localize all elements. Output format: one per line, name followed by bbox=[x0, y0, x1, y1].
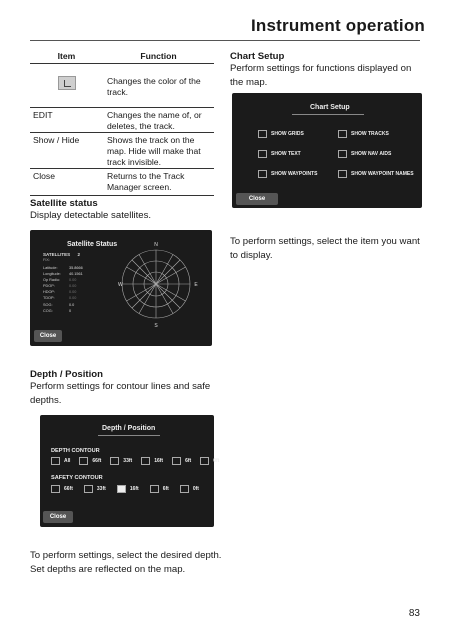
depth-contour-option-label: 0ft bbox=[213, 458, 220, 464]
function-table bbox=[30, 51, 214, 196]
chart-option-label: SHOW WAYPOINTS bbox=[271, 171, 318, 177]
safety-contour-checkbox[interactable] bbox=[117, 485, 126, 493]
chart-setup-title-underline bbox=[292, 114, 364, 115]
readout-key: COG: bbox=[43, 308, 53, 313]
compass-east: E bbox=[194, 282, 198, 288]
compass-north: N bbox=[154, 242, 158, 248]
safety-contour-options bbox=[51, 485, 199, 493]
table-header bbox=[30, 51, 214, 64]
table-cell-function: Returns to the Track Manager screen. bbox=[107, 171, 185, 192]
chart-option-checkbox[interactable] bbox=[338, 170, 347, 178]
depth-close-button[interactable]: Close bbox=[43, 511, 73, 523]
chart-option[interactable] bbox=[258, 150, 301, 158]
depth-contour-checkbox[interactable] bbox=[79, 457, 88, 465]
depth-contour-option-label: All bbox=[64, 458, 71, 464]
satellite-section-text: Display detectable satellites. bbox=[30, 210, 152, 221]
safety-contour-checkbox[interactable] bbox=[150, 485, 159, 493]
readout-value: 0 bbox=[69, 308, 72, 313]
depth-contour-checkbox[interactable] bbox=[141, 457, 150, 465]
safety-contour-option-label: 16ft bbox=[129, 486, 139, 492]
chart-option[interactable] bbox=[258, 170, 318, 178]
readout-key: Longitude: bbox=[43, 272, 61, 277]
page-number: 83 bbox=[408, 608, 420, 619]
depth-section-title: Depth / Position bbox=[30, 369, 104, 380]
safety-contour-checkbox[interactable] bbox=[51, 485, 60, 493]
safety-contour-option-label: 6ft bbox=[162, 486, 169, 492]
chart-option-label: SHOW TEXT bbox=[271, 151, 301, 157]
safety-contour-option-label: 33ft bbox=[96, 486, 106, 492]
depth-contour-option-label: 6ft bbox=[185, 458, 192, 464]
chart-option-checkbox[interactable] bbox=[338, 150, 347, 158]
table-cell-function: Changes the color of the track. bbox=[107, 76, 201, 97]
table-row bbox=[30, 64, 214, 108]
satellite-close-button[interactable]: Close bbox=[34, 330, 62, 342]
depth-contour-checkbox[interactable] bbox=[200, 457, 209, 465]
satellites-label: SATELLITES bbox=[43, 252, 71, 257]
safety-contour-option-label: 66ft bbox=[64, 486, 73, 492]
table-cell-item: Close bbox=[33, 171, 55, 181]
table-cell-item: EDIT bbox=[33, 110, 53, 120]
depth-contour-checkbox[interactable] bbox=[110, 457, 119, 465]
chart-option[interactable] bbox=[338, 150, 391, 158]
readout-value: 0.00 bbox=[69, 284, 77, 289]
safety-contour-checkbox[interactable] bbox=[180, 485, 189, 493]
depth-contour-label: DEPTH CONTOUR bbox=[51, 448, 100, 454]
readout-value: 0.00 bbox=[69, 278, 77, 283]
readout-key: PDOP: bbox=[43, 284, 55, 289]
table-cell-item: Show / Hide bbox=[33, 135, 80, 145]
chart-setup-screen bbox=[232, 93, 422, 208]
page-header-title: Instrument operation bbox=[250, 16, 425, 35]
safety-contour-option-label: 0ft bbox=[192, 486, 199, 492]
readout-value: 0.0 bbox=[69, 302, 75, 307]
header-divider bbox=[30, 40, 420, 41]
table-cell-item bbox=[30, 64, 103, 107]
satellite-status-screen bbox=[30, 230, 212, 346]
depth-after-text: To perform settings, select the desired depth. Set depths are reflected on the map. bbox=[30, 550, 222, 575]
chart-option[interactable] bbox=[258, 130, 304, 138]
chart-option-label: SHOW NAV AIDS bbox=[351, 151, 392, 157]
header-function: Function bbox=[140, 51, 177, 61]
chart-option-checkbox[interactable] bbox=[258, 170, 267, 178]
depth-contour-options bbox=[51, 457, 219, 465]
chart-option-label: SHOW WAYPOINT NAMES bbox=[351, 171, 414, 177]
compass-south: S bbox=[154, 323, 158, 329]
chart-setup-after-text: To perform settings, select the item you want to display. bbox=[230, 236, 420, 261]
depth-screen-title: Depth / Position bbox=[102, 425, 156, 432]
sky-plot bbox=[120, 238, 208, 330]
satellite-readouts bbox=[43, 265, 83, 314]
readout-value: 0.00 bbox=[69, 290, 77, 295]
compass-west: W bbox=[118, 282, 123, 288]
readout-key: SOG: bbox=[43, 302, 53, 307]
readout-key: Op Radio: bbox=[43, 278, 61, 283]
chart-option[interactable] bbox=[338, 130, 389, 138]
readout-key: TDOP: bbox=[43, 296, 55, 301]
table-row bbox=[30, 108, 214, 133]
chart-option-label: SHOW GRIDS bbox=[271, 131, 304, 137]
depth-title-underline bbox=[98, 435, 160, 436]
chart-option-label: SHOW TRACKS bbox=[351, 131, 389, 137]
depth-section-text: Perform settings for contour lines and safe depths. bbox=[30, 381, 211, 406]
fix-label: FIX: bbox=[43, 258, 50, 262]
safety-contour-label: SAFETY CONTOUR bbox=[51, 475, 103, 481]
chart-setup-text: Perform settings for functions displayed on the map. bbox=[230, 63, 412, 88]
chart-setup-screen-title: Chart Setup bbox=[310, 104, 350, 111]
chart-option-checkbox[interactable] bbox=[258, 130, 267, 138]
readout-key: Latitude: bbox=[43, 266, 58, 270]
table-cell-function: Shows the track on the map. Hide will make that track invisible. bbox=[107, 135, 201, 167]
satellites-count bbox=[43, 252, 80, 257]
chart-setup-title: Chart Setup bbox=[230, 51, 285, 62]
depth-contour-option-label: 66ft bbox=[92, 458, 102, 464]
satellite-screen-title: Satellite Status bbox=[67, 241, 118, 248]
chart-option-checkbox[interactable] bbox=[258, 150, 267, 158]
header-item: Item bbox=[57, 51, 76, 61]
track-color-icon bbox=[58, 76, 76, 90]
satellite-section-title: Satellite status bbox=[30, 198, 98, 209]
table-row bbox=[30, 133, 214, 169]
depth-contour-checkbox[interactable] bbox=[51, 457, 60, 465]
safety-contour-checkbox[interactable] bbox=[84, 485, 93, 493]
chart-setup-close-button[interactable]: Close bbox=[236, 193, 278, 205]
depth-contour-option-label: 16ft bbox=[154, 458, 164, 464]
table-row bbox=[30, 169, 214, 196]
chart-option[interactable] bbox=[338, 170, 414, 178]
table-cell-function: Changes the name of, or deletes, the track. bbox=[107, 110, 202, 131]
readout-key: HDOP: bbox=[43, 290, 56, 295]
depth-contour-option-label: 33ft bbox=[123, 458, 133, 464]
readout-value: 40.1561 bbox=[69, 272, 83, 277]
readout-value: 0.00 bbox=[69, 296, 77, 301]
depth-position-screen bbox=[40, 415, 220, 527]
chart-option-checkbox[interactable] bbox=[338, 130, 347, 138]
readout-value: 35.8666 bbox=[69, 266, 83, 270]
depth-contour-checkbox[interactable] bbox=[172, 457, 181, 465]
satellites-value: 2 bbox=[77, 252, 80, 257]
